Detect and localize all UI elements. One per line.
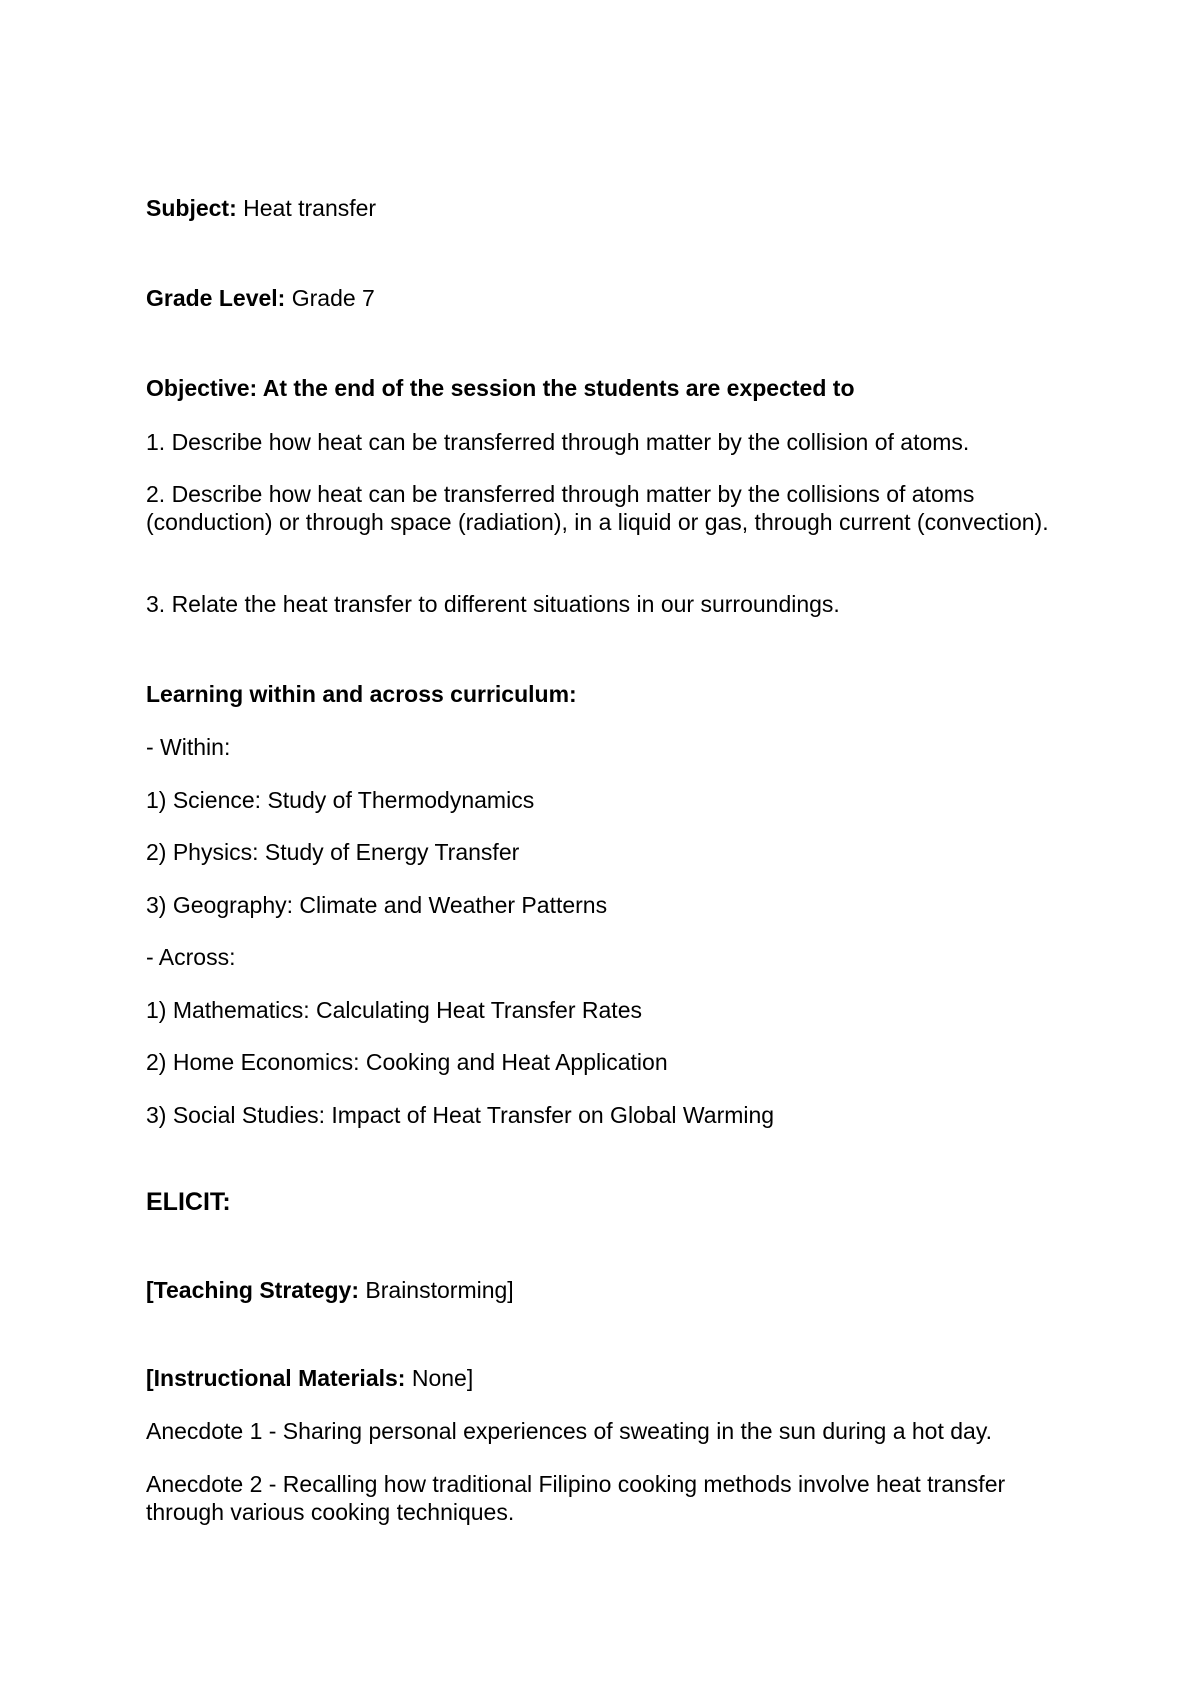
across-label: - Across:: [146, 944, 236, 970]
objective-label: Objective:: [146, 375, 258, 401]
objective-line: [146, 374, 1076, 402]
instructional-materials-open: [: [146, 1365, 154, 1391]
objective-item-1: 1. Describe how heat can be transferred through matter by the collision of atoms.: [146, 429, 970, 455]
teaching-strategy-value: Brainstorming]: [365, 1277, 514, 1303]
teaching-strategy-open: [: [146, 1277, 154, 1303]
grade-level-line: [146, 284, 1076, 312]
subject-value: Heat transfer: [243, 195, 377, 221]
objective-item-3: 3. Relate the heat transfer to different situations in our surroundings.: [146, 591, 840, 617]
teaching-strategy-label: Teaching Strategy:: [153, 1277, 360, 1303]
instructional-materials-value: None]: [411, 1365, 474, 1391]
objective-text: At the end of the session the students are expected to: [262, 375, 855, 401]
subject-label: Subject:: [146, 195, 237, 221]
learning-heading: Learning within and across curriculum:: [146, 681, 577, 707]
subject-line: [146, 194, 1076, 222]
grade-level-label: Grade Level:: [146, 285, 286, 311]
across-item-3: 3) Social Studies: Impact of Heat Transfer on Global Warming: [146, 1102, 775, 1128]
anecdote-1: Anecdote 1 - Sharing personal experiences of sweating in the sun during a hot day.: [146, 1418, 993, 1444]
elicit-heading: ELICIT:: [146, 1188, 231, 1216]
within-item-2: 2) Physics: Study of Energy Transfer: [146, 839, 520, 865]
within-label: - Within:: [146, 734, 231, 760]
across-item-2: 2) Home Economics: Cooking and Heat Application: [146, 1049, 668, 1075]
anecdote-2: Anecdote 2 - Recalling how traditional Filipino cooking methods involve heat transfer through various cooking techniques.: [146, 1471, 1006, 1525]
within-item-1: 1) Science: Study of Thermodynamics: [146, 787, 535, 813]
within-item-3: 3) Geography: Climate and Weather Patterns: [146, 892, 608, 918]
across-item-1: 1) Mathematics: Calculating Heat Transfer Rates: [146, 997, 642, 1023]
objective-item-2: 2. Describe how heat can be transferred through matter by the collisions of atoms (conduction) or through space (radiation), in a liquid or gas, through current (convection).: [146, 481, 1049, 535]
teaching-strategy-line: [146, 1276, 1076, 1304]
instructional-materials-label: Instructional Materials:: [153, 1365, 406, 1391]
grade-level-value: Grade 7: [291, 285, 375, 311]
instructional-materials-line: [146, 1364, 1076, 1392]
